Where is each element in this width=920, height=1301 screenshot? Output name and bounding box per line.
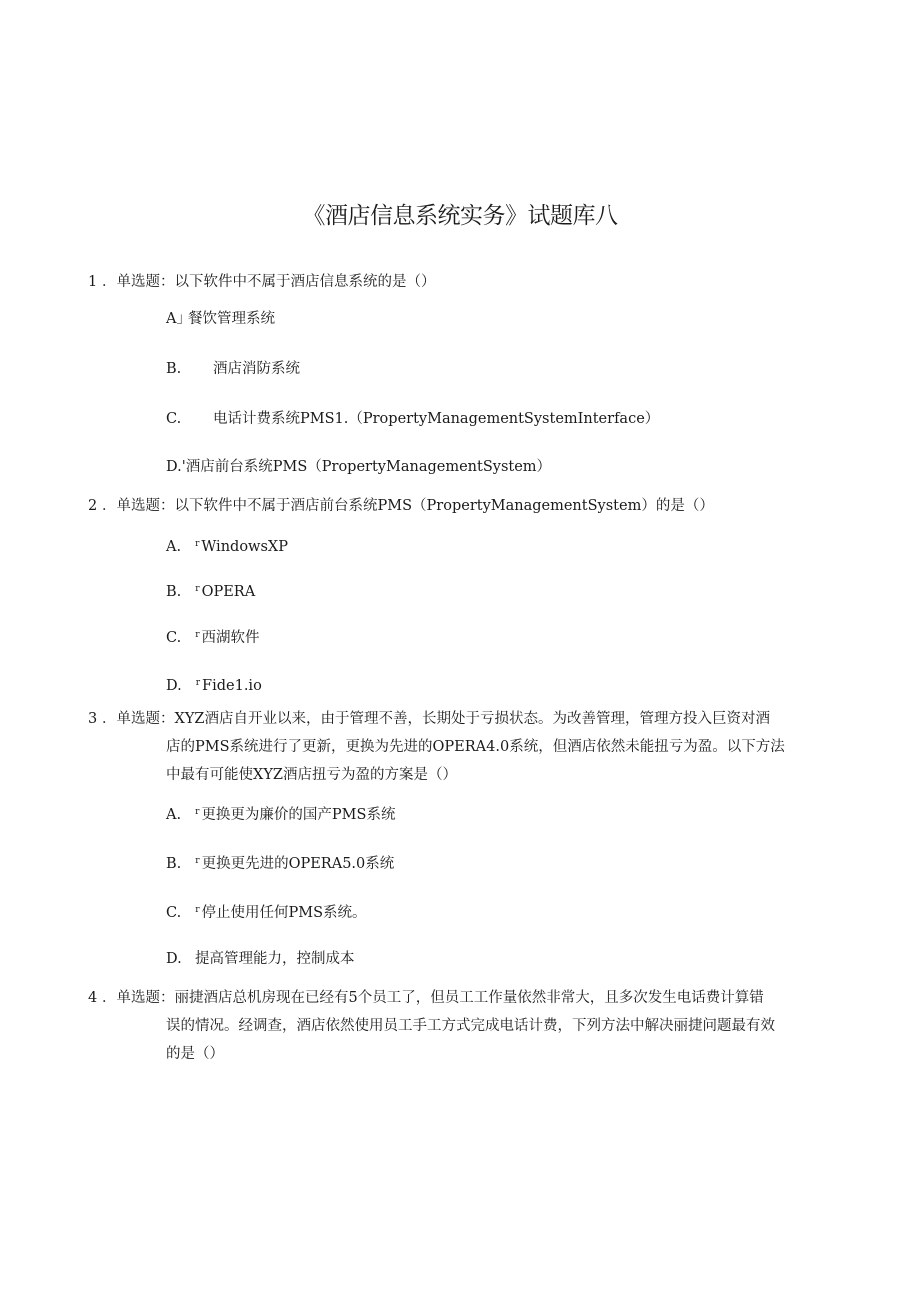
- question-text: ．单选题：XYZ酒店自开业以来，由于管理不善，长期处于亏损状态。为改善管理，管理方投入巨资对酒: [102, 711, 770, 727]
- option-text: 餐饮管理系统: [188, 311, 275, 327]
- radio-icon: r: [195, 630, 200, 640]
- option-text: 西湖软件: [201, 630, 260, 646]
- option-letter: C.: [166, 630, 182, 646]
- option-letter: D.: [166, 951, 182, 967]
- option-letter: D.: [166, 678, 182, 694]
- option-letter: A」: [166, 311, 191, 327]
- option-3b[interactable]: [166, 851, 394, 874]
- radio-icon: r: [195, 856, 200, 866]
- radio-icon: r: [195, 539, 200, 549]
- question-text-continued: 店的PMS系统进行了更新，更换为先进的OPERA4.0系统，但酒店依然未能扭亏为盈。以下方法: [166, 739, 785, 755]
- question-number: 1: [88, 274, 98, 290]
- question-text-continued: 的是（）: [166, 1046, 224, 1062]
- question-text-continued: 误的情况。经调查，酒店依然使用员工手工方式完成电话计费，下列方法中解决丽捷问题最有效: [166, 1018, 775, 1034]
- radio-icon: r: [195, 905, 200, 915]
- option-1d[interactable]: [166, 457, 551, 477]
- question-number: 2: [88, 498, 98, 514]
- option-2a[interactable]: [166, 534, 288, 557]
- option-letter: C.: [166, 905, 182, 921]
- page-title: 《酒店信息系统实务》试题库八: [302, 203, 618, 229]
- option-letter: D.': [166, 459, 186, 475]
- option-text: 停止使用任何PMS系统。: [201, 905, 367, 921]
- option-3c[interactable]: [166, 900, 367, 923]
- option-text: 酒店消防系统: [213, 361, 300, 377]
- option-text: Fide1.io: [202, 678, 262, 694]
- option-letter: B.: [166, 361, 182, 377]
- option-text: 电话计费系统PMS1.（PropertyManagementSystemInterface）: [213, 411, 660, 427]
- option-3a[interactable]: [166, 802, 395, 825]
- option-letter: B.: [166, 856, 182, 872]
- question-number: 4: [88, 990, 98, 1006]
- radio-icon: r: [195, 584, 200, 594]
- radio-icon: r: [195, 807, 200, 817]
- option-letter: C.: [166, 411, 182, 427]
- question-text: ．单选题：以下软件中不属于酒店信息系统的是（）: [102, 274, 436, 290]
- question-1: [88, 272, 436, 292]
- option-1c[interactable]: [166, 409, 659, 429]
- option-letter: A.: [166, 807, 182, 823]
- question-number: 3: [88, 711, 98, 727]
- option-2b[interactable]: [166, 579, 255, 602]
- option-text: 酒店前台系统PMS（PropertyManagementSystem）: [185, 459, 552, 475]
- question-text-continued: 中最有可能使XYZ酒店扭亏为盈的方案是（）: [166, 767, 457, 783]
- option-letter: B.: [166, 584, 182, 600]
- option-text: 更换更为廉价的国产PMS系统: [201, 807, 396, 823]
- question-text: ．单选题：丽捷酒店总机房现在已经有5个员工了，但员工工作量依然非常大，且多次发生电话费计算错: [102, 990, 764, 1006]
- question-2: [88, 496, 714, 516]
- question-4: [88, 988, 764, 1008]
- question-3: [88, 709, 770, 729]
- option-2c[interactable]: [166, 625, 260, 648]
- question-text: ．单选题：以下软件中不属于酒店前台系统PMS（PropertyManagementSystem）的是（）: [102, 498, 714, 514]
- option-text: 更换更先进的OPERA5.0系统: [201, 856, 395, 872]
- option-text: WindowsXP: [201, 539, 288, 555]
- radio-icon: r: [195, 678, 201, 688]
- option-text: OPERA: [201, 584, 256, 600]
- option-1a[interactable]: [166, 309, 275, 329]
- option-letter: A.: [166, 539, 182, 555]
- option-1b[interactable]: [166, 359, 300, 379]
- option-2d[interactable]: [166, 673, 262, 696]
- option-text: 提高管理能力，控制成本: [195, 951, 355, 967]
- option-3d[interactable]: [166, 949, 355, 969]
